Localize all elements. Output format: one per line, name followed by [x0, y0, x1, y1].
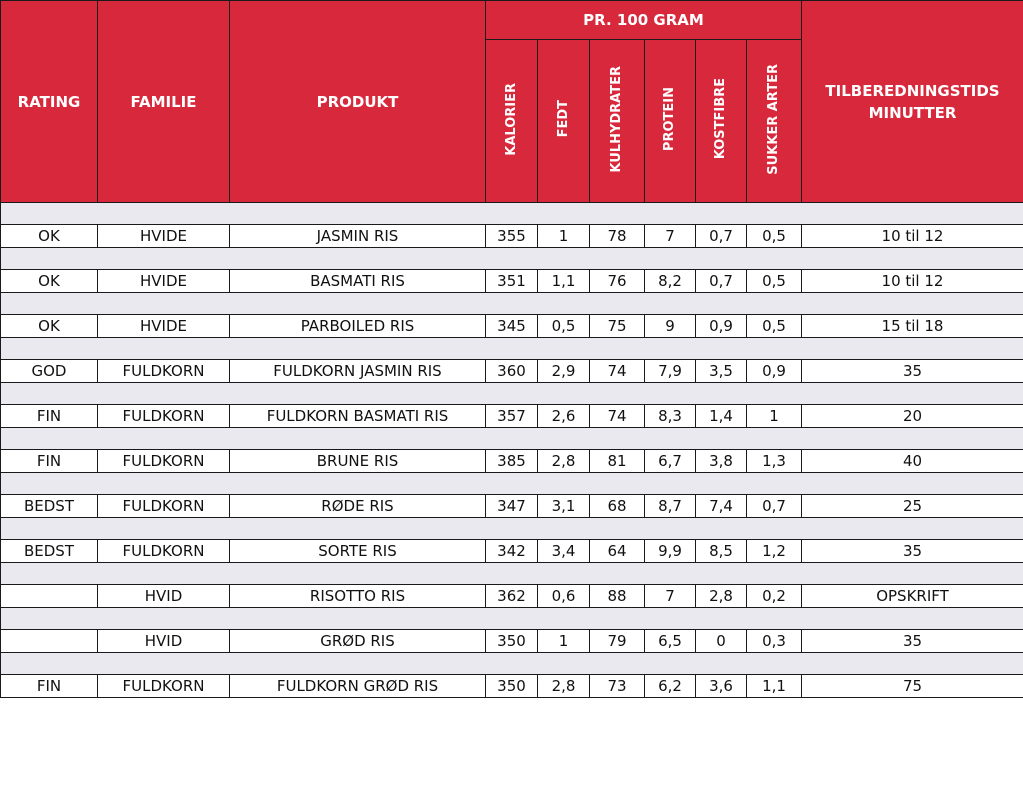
cell-fedt: 0,5 — [538, 315, 590, 338]
cell-rating: FIN — [1, 675, 98, 698]
cell-sukker: 1,1 — [747, 675, 802, 698]
header-tid-line1: TILBEREDNINGSTIDS — [825, 81, 1000, 100]
spacer-cell — [538, 563, 590, 585]
spacer-cell — [538, 248, 590, 270]
spacer-cell — [486, 608, 538, 630]
spacer-cell — [538, 608, 590, 630]
spacer-cell — [1, 608, 98, 630]
cell-fedt: 2,8 — [538, 450, 590, 473]
cell-rating: OK — [1, 225, 98, 248]
cell-kalorier: 362 — [486, 585, 538, 608]
spacer-cell — [538, 338, 590, 360]
cell-kalorier: 385 — [486, 450, 538, 473]
header-produkt: PRODUKT — [230, 1, 486, 203]
spacer-row — [1, 248, 1023, 270]
spacer-cell — [538, 473, 590, 495]
spacer-cell — [747, 293, 802, 315]
cell-rating: FIN — [1, 405, 98, 428]
spacer-cell — [590, 518, 645, 540]
header-sukker-label: SUKKER ARTER — [766, 63, 781, 175]
spacer-cell — [696, 473, 747, 495]
cell-produkt: BRUNE RIS — [230, 450, 486, 473]
cell-rating: OK — [1, 270, 98, 293]
spacer-cell — [802, 473, 1023, 495]
cell-protein: 9,9 — [645, 540, 696, 563]
cell-produkt: FULDKORN BASMATI RIS — [230, 405, 486, 428]
cell-sukker: 0,7 — [747, 495, 802, 518]
cell-kalorier: 355 — [486, 225, 538, 248]
cell-fedt: 1 — [538, 630, 590, 653]
spacer-cell — [802, 608, 1023, 630]
cell-protein: 7,9 — [645, 360, 696, 383]
cell-kostfibre: 8,5 — [696, 540, 747, 563]
spacer-row — [1, 383, 1023, 405]
spacer-cell — [538, 203, 590, 225]
header-rating: RATING — [1, 1, 98, 203]
spacer-cell — [590, 428, 645, 450]
spacer-cell — [98, 563, 230, 585]
spacer-cell — [747, 428, 802, 450]
cell-kalorier: 350 — [486, 630, 538, 653]
spacer-cell — [538, 383, 590, 405]
spacer-cell — [802, 383, 1023, 405]
spacer-cell — [802, 293, 1023, 315]
spacer-cell — [696, 248, 747, 270]
spacer-cell — [486, 203, 538, 225]
cell-produkt: PARBOILED RIS — [230, 315, 486, 338]
table-row — [1, 270, 1023, 293]
cell-kalorier: 342 — [486, 540, 538, 563]
header-tilberedningstid — [802, 1, 1023, 203]
cell-fedt: 1,1 — [538, 270, 590, 293]
cell-kostfibre: 0,7 — [696, 270, 747, 293]
spacer-cell — [486, 563, 538, 585]
spacer-cell — [538, 428, 590, 450]
cell-fedt: 3,4 — [538, 540, 590, 563]
cell-protein: 8,3 — [645, 405, 696, 428]
table-row — [1, 495, 1023, 518]
cell-kalorier: 357 — [486, 405, 538, 428]
spacer-cell — [1, 428, 98, 450]
table-row — [1, 405, 1023, 428]
spacer-cell — [747, 653, 802, 675]
cell-produkt: FULDKORN GRØD RIS — [230, 675, 486, 698]
spacer-cell — [802, 203, 1023, 225]
cell-rating — [1, 585, 98, 608]
header-protein-label: PROTEIN — [662, 86, 677, 152]
cell-sukker: 1,3 — [747, 450, 802, 473]
cell-produkt: RØDE RIS — [230, 495, 486, 518]
header-kostfibre — [696, 40, 747, 203]
spacer-cell — [98, 203, 230, 225]
spacer-cell — [747, 608, 802, 630]
spacer-cell — [590, 473, 645, 495]
cell-familie: HVIDE — [98, 225, 230, 248]
cell-sukker: 0,5 — [747, 270, 802, 293]
spacer-cell — [590, 563, 645, 585]
cell-fedt: 3,1 — [538, 495, 590, 518]
cell-protein: 7 — [645, 585, 696, 608]
spacer-cell — [1, 293, 98, 315]
spacer-cell — [645, 338, 696, 360]
cell-rating: FIN — [1, 450, 98, 473]
header-kulhydrater-label: KULHYDRATER — [609, 65, 624, 173]
spacer-cell — [747, 518, 802, 540]
spacer-cell — [486, 518, 538, 540]
spacer-cell — [230, 608, 486, 630]
spacer-cell — [696, 428, 747, 450]
spacer-cell — [590, 653, 645, 675]
cell-kulhydrater: 78 — [590, 225, 645, 248]
cell-tid: 25 — [802, 495, 1023, 518]
spacer-cell — [747, 473, 802, 495]
spacer-cell — [696, 293, 747, 315]
spacer-cell — [230, 383, 486, 405]
spacer-cell — [538, 653, 590, 675]
spacer-cell — [802, 428, 1023, 450]
table-row — [1, 225, 1023, 248]
cell-fedt: 2,6 — [538, 405, 590, 428]
cell-fedt: 1 — [538, 225, 590, 248]
spacer-cell — [645, 383, 696, 405]
cell-kulhydrater: 75 — [590, 315, 645, 338]
cell-kostfibre: 3,5 — [696, 360, 747, 383]
header-tid-line2: MINUTTER — [868, 103, 957, 122]
spacer-row — [1, 203, 1023, 225]
spacer-cell — [98, 608, 230, 630]
spacer-cell — [486, 383, 538, 405]
spacer-cell — [1, 338, 98, 360]
cell-kostfibre: 3,6 — [696, 675, 747, 698]
spacer-cell — [1, 473, 98, 495]
spacer-row — [1, 563, 1023, 585]
spacer-cell — [696, 338, 747, 360]
spacer-row — [1, 293, 1023, 315]
spacer-cell — [230, 293, 486, 315]
spacer-cell — [98, 473, 230, 495]
header-group-per-100-gram: PR. 100 GRAM — [486, 1, 802, 40]
cell-tid: 40 — [802, 450, 1023, 473]
cell-rating: BEDST — [1, 495, 98, 518]
cell-kalorier: 360 — [486, 360, 538, 383]
cell-rating: GOD — [1, 360, 98, 383]
table-row — [1, 540, 1023, 563]
header-sukker-arter — [747, 40, 802, 203]
spacer-cell — [590, 203, 645, 225]
spacer-cell — [696, 203, 747, 225]
cell-produkt: JASMIN RIS — [230, 225, 486, 248]
spacer-cell — [230, 338, 486, 360]
cell-kostfibre: 3,8 — [696, 450, 747, 473]
spacer-cell — [98, 653, 230, 675]
cell-kulhydrater: 68 — [590, 495, 645, 518]
cell-sukker: 0,5 — [747, 225, 802, 248]
spacer-cell — [747, 248, 802, 270]
spacer-cell — [98, 338, 230, 360]
cell-tid: 10 til 12 — [802, 270, 1023, 293]
spacer-cell — [486, 338, 538, 360]
header-kulhydrater — [590, 40, 645, 203]
spacer-cell — [747, 563, 802, 585]
table-row — [1, 450, 1023, 473]
spacer-cell — [590, 293, 645, 315]
cell-kalorier: 350 — [486, 675, 538, 698]
cell-kalorier: 347 — [486, 495, 538, 518]
cell-protein: 6,5 — [645, 630, 696, 653]
cell-kostfibre: 2,8 — [696, 585, 747, 608]
cell-kostfibre: 7,4 — [696, 495, 747, 518]
cell-protein: 6,2 — [645, 675, 696, 698]
cell-familie: FULDKORN — [98, 360, 230, 383]
cell-kulhydrater: 64 — [590, 540, 645, 563]
header-kalorier-label: KALORIER — [503, 82, 519, 156]
cell-fedt: 2,9 — [538, 360, 590, 383]
spacer-row — [1, 428, 1023, 450]
header-fedt — [538, 40, 590, 203]
spacer-row — [1, 653, 1023, 675]
spacer-cell — [590, 338, 645, 360]
cell-protein: 8,7 — [645, 495, 696, 518]
spacer-cell — [696, 608, 747, 630]
spacer-cell — [696, 518, 747, 540]
cell-familie: HVIDE — [98, 270, 230, 293]
spacer-cell — [230, 473, 486, 495]
cell-tid: OPSKRIFT — [802, 585, 1023, 608]
cell-sukker: 1 — [747, 405, 802, 428]
spacer-row — [1, 473, 1023, 495]
table-row — [1, 315, 1023, 338]
spacer-cell — [747, 203, 802, 225]
cell-tid: 75 — [802, 675, 1023, 698]
spacer-cell — [98, 518, 230, 540]
cell-familie: FULDKORN — [98, 495, 230, 518]
spacer-cell — [645, 473, 696, 495]
cell-protein: 7 — [645, 225, 696, 248]
cell-produkt: FULDKORN JASMIN RIS — [230, 360, 486, 383]
cell-familie: FULDKORN — [98, 405, 230, 428]
cell-kostfibre: 0 — [696, 630, 747, 653]
cell-produkt: SORTE RIS — [230, 540, 486, 563]
spacer-row — [1, 608, 1023, 630]
spacer-row — [1, 338, 1023, 360]
spacer-cell — [230, 203, 486, 225]
spacer-cell — [696, 563, 747, 585]
spacer-cell — [230, 563, 486, 585]
cell-sukker: 0,9 — [747, 360, 802, 383]
spacer-cell — [98, 293, 230, 315]
spacer-cell — [645, 248, 696, 270]
cell-kalorier: 351 — [486, 270, 538, 293]
table-row — [1, 360, 1023, 383]
spacer-cell — [645, 608, 696, 630]
spacer-cell — [645, 563, 696, 585]
spacer-cell — [802, 653, 1023, 675]
cell-familie: FULDKORN — [98, 540, 230, 563]
cell-sukker: 1,2 — [747, 540, 802, 563]
header-protein — [645, 40, 696, 203]
spacer-cell — [1, 518, 98, 540]
cell-familie: FULDKORN — [98, 450, 230, 473]
spacer-cell — [590, 248, 645, 270]
spacer-cell — [1, 383, 98, 405]
spacer-cell — [696, 653, 747, 675]
spacer-row — [1, 518, 1023, 540]
spacer-cell — [802, 338, 1023, 360]
cell-tid: 35 — [802, 630, 1023, 653]
cell-tid: 20 — [802, 405, 1023, 428]
header-familie: FAMILIE — [98, 1, 230, 203]
cell-sukker: 0,5 — [747, 315, 802, 338]
header-kalorier — [486, 40, 538, 203]
spacer-cell — [98, 248, 230, 270]
cell-kulhydrater: 79 — [590, 630, 645, 653]
cell-produkt: GRØD RIS — [230, 630, 486, 653]
spacer-cell — [1, 248, 98, 270]
spacer-cell — [645, 653, 696, 675]
spacer-cell — [802, 563, 1023, 585]
spacer-cell — [486, 428, 538, 450]
cell-familie: HVID — [98, 585, 230, 608]
spacer-cell — [230, 428, 486, 450]
spacer-cell — [1, 203, 98, 225]
table-row — [1, 585, 1023, 608]
cell-kostfibre: 0,7 — [696, 225, 747, 248]
spacer-cell — [1, 563, 98, 585]
spacer-cell — [98, 428, 230, 450]
cell-protein: 9 — [645, 315, 696, 338]
cell-familie: FULDKORN — [98, 675, 230, 698]
spacer-cell — [486, 293, 538, 315]
cell-fedt: 2,8 — [538, 675, 590, 698]
cell-protein: 6,7 — [645, 450, 696, 473]
spacer-cell — [747, 338, 802, 360]
cell-kulhydrater: 74 — [590, 360, 645, 383]
cell-produkt: BASMATI RIS — [230, 270, 486, 293]
spacer-cell — [98, 383, 230, 405]
cell-kostfibre: 0,9 — [696, 315, 747, 338]
header-kostfibre-label: KOSTFIBRE — [713, 78, 728, 160]
spacer-cell — [590, 608, 645, 630]
cell-sukker: 0,2 — [747, 585, 802, 608]
spacer-cell — [802, 248, 1023, 270]
spacer-cell — [1, 653, 98, 675]
header-fedt-label: FEDT — [555, 100, 571, 138]
table-row — [1, 630, 1023, 653]
cell-kulhydrater: 81 — [590, 450, 645, 473]
cell-familie: HVIDE — [98, 315, 230, 338]
cell-kalorier: 345 — [486, 315, 538, 338]
cell-kulhydrater: 88 — [590, 585, 645, 608]
spacer-cell — [696, 383, 747, 405]
spacer-cell — [645, 428, 696, 450]
cell-rating — [1, 630, 98, 653]
cell-tid: 35 — [802, 540, 1023, 563]
cell-familie: HVID — [98, 630, 230, 653]
spacer-cell — [645, 203, 696, 225]
spacer-cell — [645, 293, 696, 315]
cell-kulhydrater: 74 — [590, 405, 645, 428]
table-row — [1, 675, 1023, 698]
cell-tid: 35 — [802, 360, 1023, 383]
spacer-cell — [486, 653, 538, 675]
spacer-cell — [747, 383, 802, 405]
spacer-cell — [538, 518, 590, 540]
spacer-cell — [645, 518, 696, 540]
cell-tid: 15 til 18 — [802, 315, 1023, 338]
cell-rating: BEDST — [1, 540, 98, 563]
cell-kulhydrater: 73 — [590, 675, 645, 698]
spacer-cell — [538, 293, 590, 315]
cell-tid: 10 til 12 — [802, 225, 1023, 248]
spacer-cell — [230, 653, 486, 675]
cell-protein: 8,2 — [645, 270, 696, 293]
spacer-cell — [486, 248, 538, 270]
cell-fedt: 0,6 — [538, 585, 590, 608]
spacer-cell — [230, 518, 486, 540]
spacer-cell — [230, 248, 486, 270]
table-body — [1, 203, 1023, 698]
cell-kostfibre: 1,4 — [696, 405, 747, 428]
spacer-cell — [590, 383, 645, 405]
spacer-cell — [802, 518, 1023, 540]
cell-rating: OK — [1, 315, 98, 338]
cell-kulhydrater: 76 — [590, 270, 645, 293]
cell-produkt: RISOTTO RIS — [230, 585, 486, 608]
cell-sukker: 0,3 — [747, 630, 802, 653]
spacer-cell — [486, 473, 538, 495]
